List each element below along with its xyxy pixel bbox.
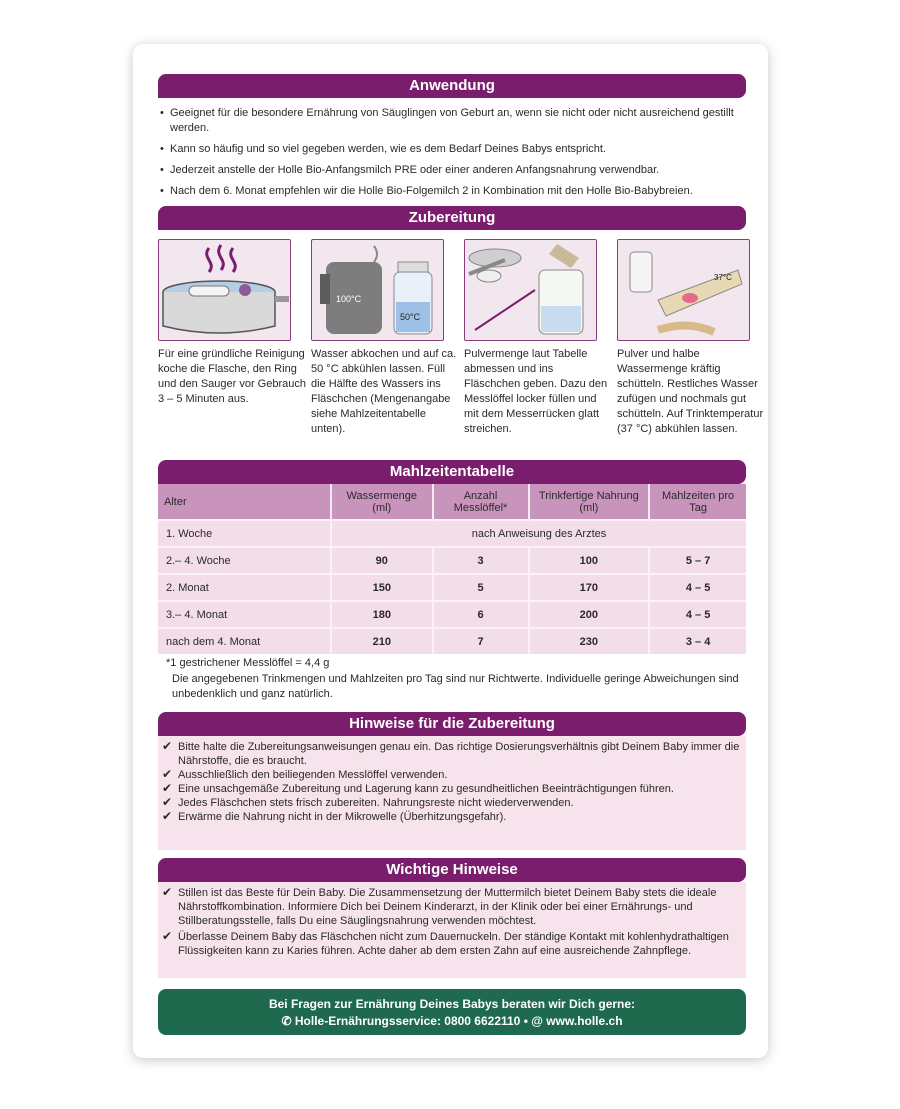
- anwendung-header: Anwendung: [158, 74, 746, 98]
- hinweis-item: ✔ Erwärme die Nahrung nicht in der Mikrowelle (Überhitzungsgefahr).: [162, 809, 507, 823]
- anwendung-list: [160, 106, 748, 205]
- hinweis-item: ✔ Eine unsachgemäße Zubereitung und Lagerung kann zu gesundheitlichen Beeinträchtigungen führen.: [162, 781, 674, 795]
- cell: 2. Monat: [158, 574, 331, 601]
- cell: 100: [529, 547, 650, 574]
- col-header: Trinkfertige Nahrung (ml): [529, 484, 650, 520]
- cell: 4 – 5: [649, 574, 746, 601]
- at-icon: @: [531, 1014, 543, 1028]
- check-icon: ✔: [162, 781, 173, 795]
- cell: 3: [433, 547, 529, 574]
- hinweis-item: ✔ Jedes Fläschchen stets frisch zubereiten. Nahrungsreste nicht wiederverwenden.: [162, 795, 574, 809]
- zubereitung-header: Zubereitung: [158, 206, 746, 230]
- check-icon: ✔: [162, 809, 173, 823]
- wichtige-hinweise-header: Wichtige Hinweise: [158, 858, 746, 882]
- anwendung-bullet: • Nach dem 6. Monat empfehlen wir die Holle Bio-Folgemilch 2 in Kombination mit den Holle Bio-Babybreien.: [160, 184, 748, 199]
- hinweise-box: [158, 736, 746, 850]
- check-icon: ✔: [162, 885, 173, 899]
- cell: 200: [529, 601, 650, 628]
- check-icon: ✔: [162, 929, 173, 943]
- cell: 3.– 4. Monat: [158, 601, 331, 628]
- cell: 210: [331, 628, 433, 654]
- drink-temp-label: 37°C: [714, 273, 732, 282]
- hinweise-header: Hinweise für die Zubereitung: [158, 712, 746, 736]
- table-footnote: *1 gestrichener Messlöffel = 4,4 g: [166, 657, 330, 669]
- step2-caption: Wasser abkochen und auf ca. 50 °C abkühlen lassen. Füll die Hälfte des Wassers ins Fläschchen (Mengenangabe siehe Mahlzeitentabelle unten).: [311, 348, 457, 435]
- wichtige-hinweise-box: [158, 882, 746, 978]
- website-link[interactable]: www.holle.ch: [546, 1014, 623, 1028]
- cell: nach dem 4. Monat: [158, 628, 331, 654]
- step1-caption: Für eine gründliche Reinigung koche die Flasche, den Ring und den Sauger vor Gebrauch 3 – 5 Minuten aus.: [158, 348, 306, 405]
- col-header: Alter: [158, 484, 331, 520]
- cell: 90: [331, 547, 433, 574]
- boiling-pot-icon: [159, 240, 290, 340]
- check-icon: ✔: [162, 767, 173, 781]
- wichtig-item: ✔ Stillen ist das Beste für Dein Baby. Die Zusammensetzung der Muttermilch bietet Deinem Baby stets die ideale Nährstoffkombination. Informiere Dich bei Deinem Kinderarzt, in der Klinik oder bei einer Ernährungs- und Stillberatungsstelle, falls Du eine Säuglingsnahrung verwenden möchtest.: [162, 885, 717, 927]
- table-row: [158, 574, 746, 601]
- hinweis-item: ✔ Bitte halte die Zubereitungsanweisungen genau ein. Das richtige Dosierungsverhältnis gibt Deinem Baby immer die Nährstoffe, die es braucht.: [162, 739, 740, 767]
- anwendung-bullet: • Kann so häufig und so viel gegeben werden, wie es dem Bedarf Deines Babys entspricht.: [160, 142, 748, 157]
- table-row: [158, 520, 746, 547]
- kettle-temp-label: 100°C: [336, 294, 362, 304]
- service-label: Holle-Ernährungsservice:: [294, 1014, 441, 1028]
- separator: •: [523, 1014, 528, 1028]
- check-icon: ✔: [162, 795, 173, 809]
- contact-banner: [158, 989, 746, 1035]
- step3-caption: Pulvermenge laut Tabelle abmessen und ins Fläschchen geben. Dazu den Messlöffel locker füllen und mit dem Messerrücken glatt streichen.: [464, 348, 608, 435]
- col-header: Anzahl Messlöffel*: [433, 484, 529, 520]
- cell: 3 – 4: [649, 628, 746, 654]
- anwendung-bullet: • Geeignet für die besondere Ernährung von Säuglingen von Geburt an, wenn sie nicht oder nicht ausreichend gestillt werden.: [160, 106, 748, 136]
- bottle-temp-label: 50°C: [400, 312, 421, 322]
- check-icon: ✔: [162, 739, 173, 753]
- cell: 180: [331, 601, 433, 628]
- phone-icon: ✆: [281, 1014, 292, 1028]
- step3-illustration: [464, 239, 597, 341]
- shake-bottle-icon: [618, 240, 749, 340]
- cell: 150: [331, 574, 433, 601]
- step2-illustration: [311, 239, 444, 341]
- measuring-spoon-icon: [465, 240, 596, 340]
- cell: 170: [529, 574, 650, 601]
- cell: 4 – 5: [649, 601, 746, 628]
- step4-illustration: [617, 239, 750, 341]
- table-row: [158, 547, 746, 574]
- cell: 1. Woche: [158, 520, 331, 547]
- table-row: [158, 628, 746, 654]
- cell: 5 – 7: [649, 547, 746, 574]
- cell: nach Anweisung des Arztes: [331, 520, 746, 547]
- cell: 5: [433, 574, 529, 601]
- cell: 7: [433, 628, 529, 654]
- kettle-bottle-icon: [312, 240, 443, 340]
- hinweis-item: ✔ Ausschließlich den beiliegenden Messlöffel verwenden.: [162, 767, 448, 781]
- cell: 230: [529, 628, 650, 654]
- table-note: Die angegebenen Trinkmengen und Mahlzeiten pro Tag sind nur Richtwerte. Individuelle geringe Abweichungen sind unbedenklich und ganz natürlich.: [172, 673, 739, 700]
- contact-line: Bei Fragen zur Ernährung Deines Babys beraten wir Dich gerne:: [268, 997, 636, 1011]
- meal-table: [158, 484, 746, 654]
- contact-service-line: [158, 1014, 746, 1028]
- wichtig-item: ✔ Überlasse Deinem Baby das Fläschchen nicht zum Dauernuckeln. Der ständige Kontakt mit kohlenhydrathaltigen Flüssigkeiten kann zu Karies führen. Achte daher ab dem ersten Zahn auf eine ausreichende Zahnpflege.: [162, 929, 729, 957]
- mahlzeiten-header: Mahlzeitentabelle: [158, 460, 746, 484]
- table-header-row: [158, 484, 746, 520]
- step1-illustration: [158, 239, 291, 341]
- anwendung-bullet: • Jederzeit anstelle der Holle Bio-Anfangsmilch PRE oder einer anderen Anfangsnahrung verwendbar.: [160, 163, 748, 178]
- col-header: Wassermenge (ml): [331, 484, 433, 520]
- table-row: [158, 601, 746, 628]
- phone-number[interactable]: 0800 6622110: [444, 1014, 521, 1028]
- cell: 6: [433, 601, 529, 628]
- step4-caption: Pulver und halbe Wassermenge kräftig schütteln. Restliches Wasser zufügen und nochmals gut schütteln. Auf Trinktemperatur (37 °C) abkühlen lassen.: [617, 348, 764, 435]
- cell: 2.– 4. Woche: [158, 547, 331, 574]
- col-header: Mahlzeiten pro Tag: [649, 484, 746, 520]
